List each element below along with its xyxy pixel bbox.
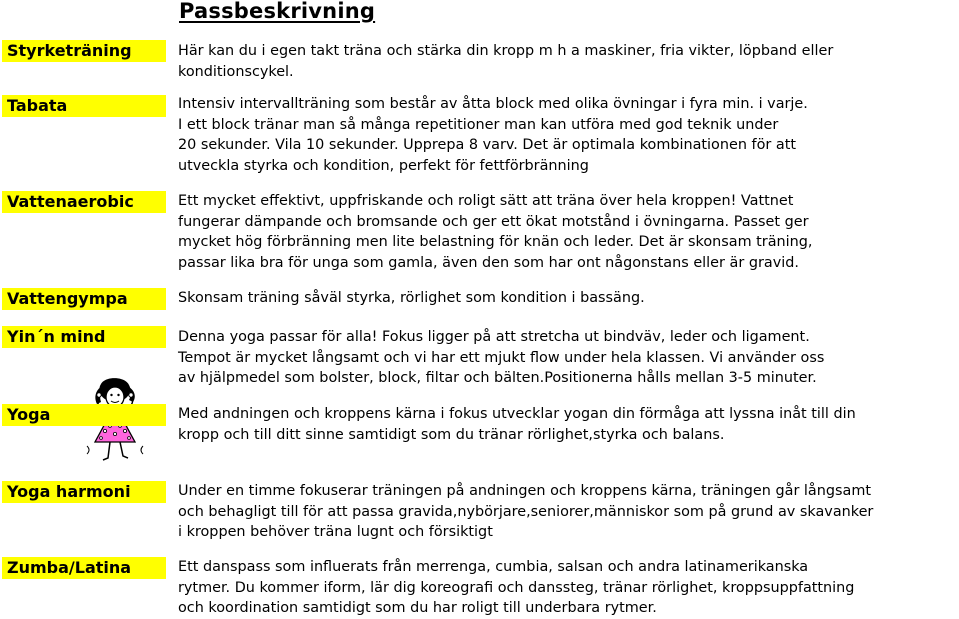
class-description-styrketraning xyxy=(178,41,956,82)
class-label-yin-n-mind: Yin´n mind xyxy=(2,326,166,348)
description-line: Ett danspass som influerats från merrenga, cumbia, salsan och andra latinamerikanska xyxy=(178,559,809,575)
class-label-styrketraning: Styrketräning xyxy=(2,40,166,62)
description-line: mycket hög förbränning men lite belastning för knän och leder. Det är skonsam träning, xyxy=(178,234,813,250)
class-description-yin-n-mind xyxy=(178,327,956,389)
description-line: Skonsam träning såväl styrka, rörlighet som kondition i bassäng. xyxy=(178,290,645,306)
class-description-vattenaerobic xyxy=(178,191,956,273)
class-description-zumba-latina xyxy=(178,557,956,619)
description-line: Med andningen och kroppens kärna i fokus utvecklar yogan din förmåga att lyssna inåt till din xyxy=(178,406,856,422)
page-title: Passbeskrivning xyxy=(179,0,376,23)
class-description-tabata xyxy=(178,94,956,176)
description-line: och behagligt till för att passa gravida,nybörjare,seniorer,människor som på grund av skavanker xyxy=(178,503,874,520)
description-line: Här kan du i egen takt träna och stärka din kropp m h a maskiner, fria vikter, löpband eller xyxy=(178,43,834,59)
description-line: konditionscykel. xyxy=(178,63,294,80)
description-line: utveckla styrka och kondition, perfekt för fettförbränning xyxy=(178,157,589,174)
class-label-vattenaerobic: Vattenaerobic xyxy=(2,191,166,213)
description-line: och koordination samtidigt som du har roligt till underbara rytmer. xyxy=(178,600,657,616)
class-description-yoga xyxy=(178,404,956,445)
description-line: kropp och till ditt sinne samtidigt som du tränar rörlighet,styrka och balans. xyxy=(178,426,725,443)
description-line: Tempot är mycket långsamt och vi har ett mjukt flow under hela klassen. Vi använder oss xyxy=(178,349,825,366)
description-line: 20 sekunder. Vila 10 sekunder. Upprepa 8 varv. Det är optimala kombinationen för att xyxy=(178,137,796,153)
class-label-yoga-harmoni: Yoga harmoni xyxy=(2,481,166,503)
description-line: Under en timme fokuserar träningen på andningen och kroppens kärna, träningen går långsamt xyxy=(178,483,871,499)
class-description-vattengympa xyxy=(178,288,956,309)
description-line: rytmer. Du kommer iform, lär dig koreografi och danssteg, tränar rörlighet, kroppsuppfattning xyxy=(178,579,855,596)
class-label-yoga: Yoga xyxy=(2,404,166,426)
description-line: fungerar dämpande och bromsande och ger ett ökat motstånd i övningarna. Passet ger xyxy=(178,213,809,230)
description-line: Ett mycket effektivt, uppfriskande och roligt sätt att träna över hela kroppen! Vattnet xyxy=(178,193,794,209)
class-label-vattengympa: Vattengympa xyxy=(2,288,166,310)
description-line: i kroppen behöver träna lugnt och försiktigt xyxy=(178,524,493,540)
description-line: Denna yoga passar för alla! Fokus ligger på att stretcha ut bindväv, leder och ligament. xyxy=(178,329,810,345)
description-line: av hjälpmedel som bolster, block, filtar och bälten.Positionerna hålls mellan 3-5 minuter. xyxy=(178,370,817,386)
class-label-tabata: Tabata xyxy=(2,95,166,117)
description-line: I ett block tränar man så många repetitioner man kan utföra med god teknik under xyxy=(178,116,779,133)
class-description-yoga-harmoni xyxy=(178,481,956,543)
class-label-zumba-latina: Zumba/Latina xyxy=(2,557,166,579)
description-line: Intensiv intervallträning som består av åtta block med olika övningar i fyra min. i varje. xyxy=(178,96,808,112)
description-line: passar lika bra för unga som gamla, även den som har ont någonstans eller är gravid. xyxy=(178,254,799,271)
